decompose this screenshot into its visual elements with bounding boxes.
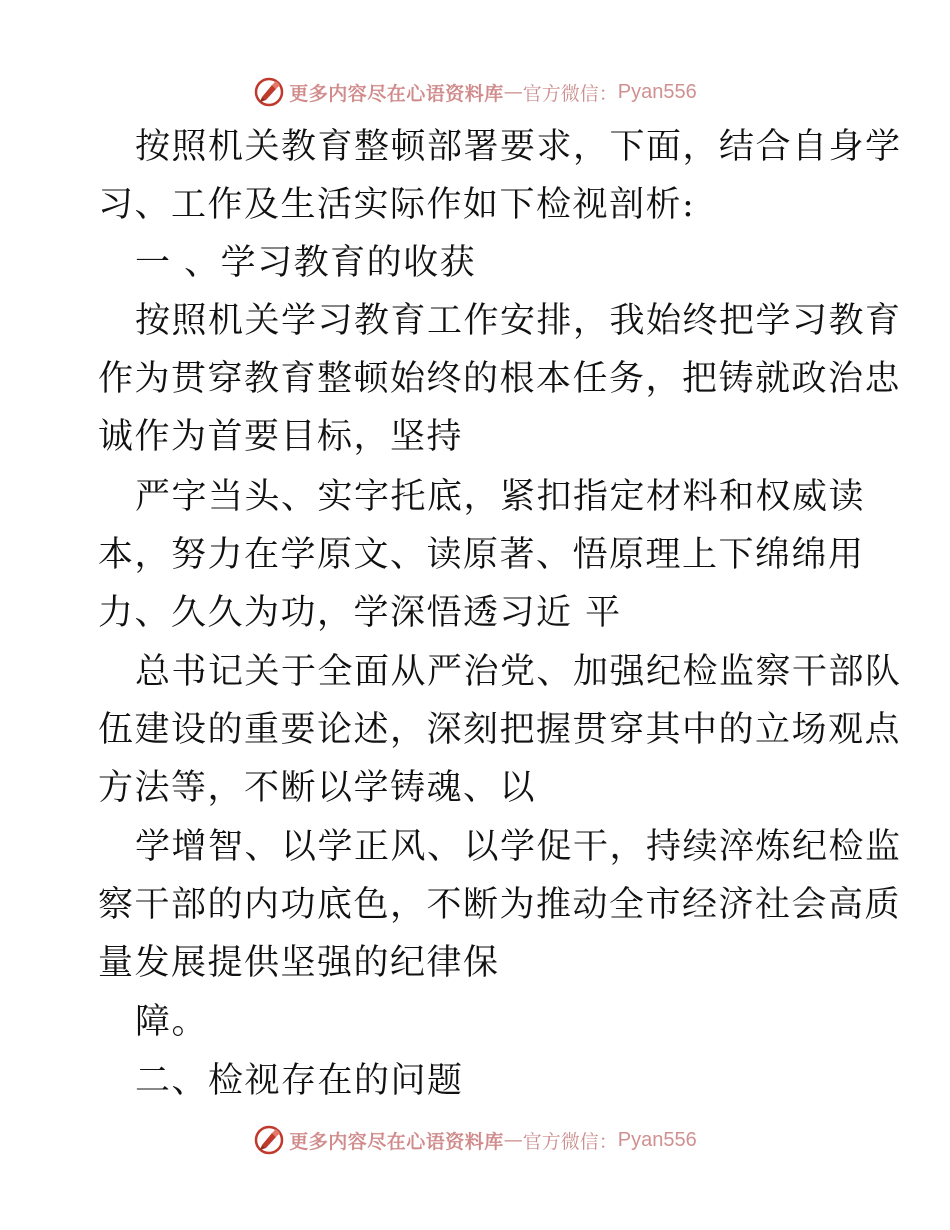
text-line: 伍建设的重要论述，深刻把握贯穿其中的立场观点 bbox=[98, 710, 902, 750]
text-line: 力、久久为功，学深悟透习近 平 bbox=[98, 593, 622, 633]
section-heading: 二、检视存在的问题 bbox=[135, 1061, 464, 1101]
watermark-label: 官方微信： bbox=[522, 82, 618, 105]
text-line: 障。 bbox=[135, 1002, 209, 1042]
header-watermark bbox=[0, 72, 950, 112]
text-line: 总书记关于全面从严治党、加强纪检监察干部队 bbox=[135, 652, 902, 692]
text-line: 严字当头、实字托底，紧扣指定材料和权威读 bbox=[135, 477, 866, 517]
text-line: 作为贯穿教育整顿始终的根本任务，把铸就政治忠 bbox=[98, 359, 902, 399]
watermark-separator: — bbox=[503, 81, 523, 103]
watermark-site-text: 更多内容尽在心语资料库 bbox=[289, 82, 504, 105]
watermark-wechat-id: Pyan556 bbox=[617, 80, 697, 103]
section-heading: 一 、学习教育的收获 bbox=[135, 243, 477, 283]
text-line: 量发展提供坚强的纪律保 bbox=[98, 943, 500, 983]
footer-watermark bbox=[0, 1120, 950, 1160]
text-line: 察干部的内功底色，不断为推动全市经济社会高质 bbox=[98, 885, 902, 925]
text-line: 按照机关学习教育工作安排，我始终把学习教育 bbox=[135, 301, 902, 341]
text-line: 习、工作及生活实际作如下检视剖析: bbox=[98, 185, 696, 225]
watermark-wechat-id: Pyan556 bbox=[617, 1128, 697, 1151]
text-line: 方法等，不断以学铸魂、以 bbox=[98, 768, 537, 808]
text-line: 按照机关教育整顿部署要求，下面，结合自身学 bbox=[135, 127, 902, 167]
watermark-separator: — bbox=[503, 1129, 523, 1151]
text-line: 诚作为首要目标，坚持 bbox=[98, 417, 464, 457]
watermark-site-text: 更多内容尽在心语资料库 bbox=[289, 1130, 504, 1153]
watermark-label: 官方微信： bbox=[522, 1130, 618, 1153]
logo-icon bbox=[253, 76, 285, 108]
logo-icon bbox=[253, 1124, 285, 1156]
text-line: 本，努力在学原文、读原著、悟原理上下绵绵用 bbox=[98, 535, 865, 575]
text-line: 学增智、以学正风、以学促干，持续淬炼纪检监 bbox=[135, 827, 902, 867]
